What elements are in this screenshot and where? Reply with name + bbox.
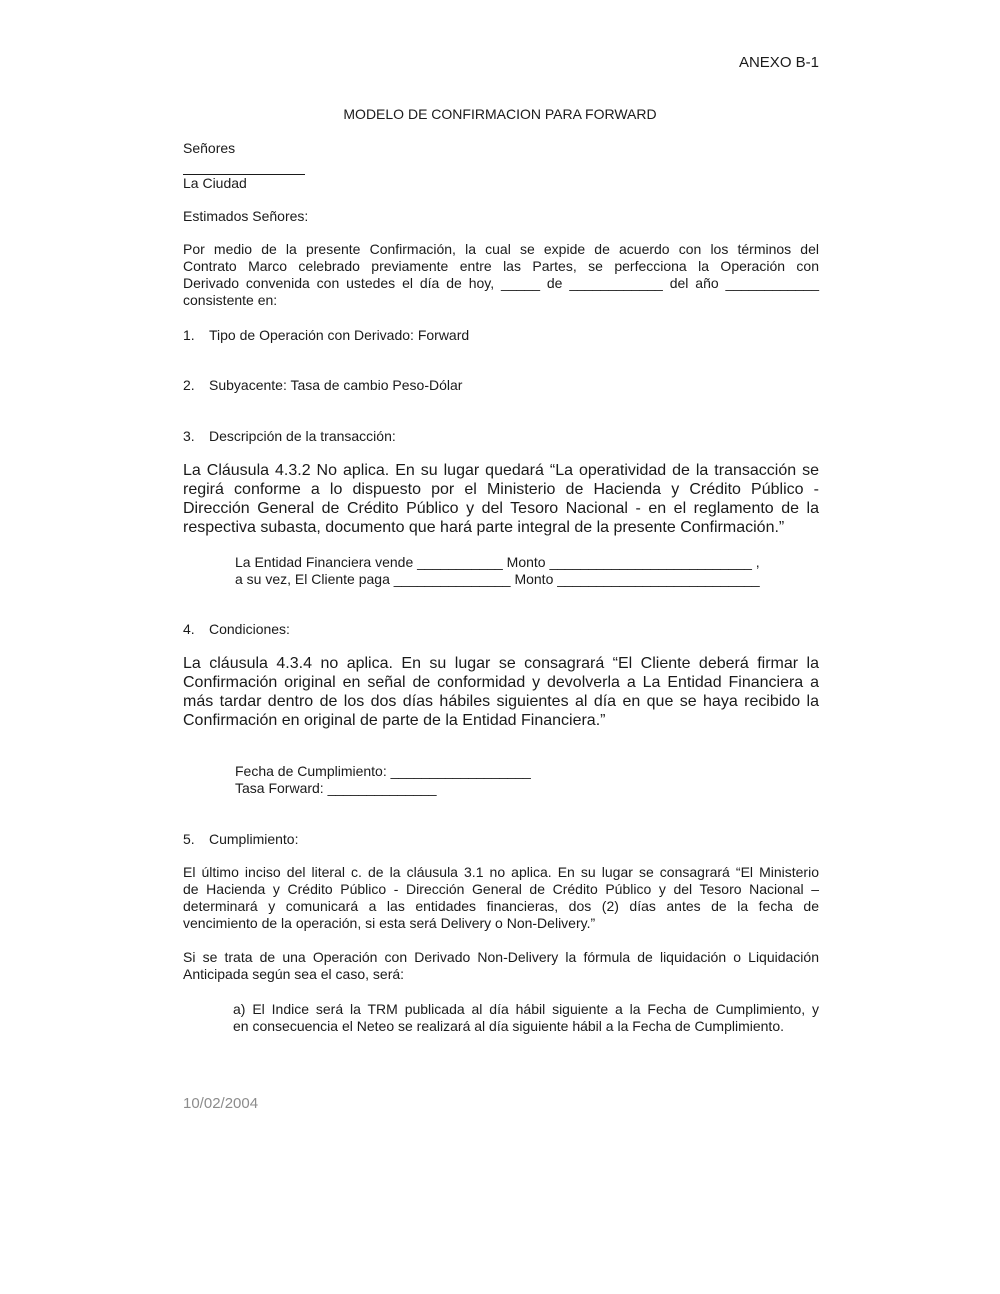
clause-line: regirá conforme a lo dispuesto por el Ministerio de Hacienda y Crédito Público -	[183, 481, 819, 498]
clause-434-paragraph	[183, 654, 819, 730]
list-item	[183, 428, 396, 445]
item-number: 3.	[183, 428, 195, 444]
clause-line: Dirección General de Crédito Público y del Tesoro Nacional - en el reglamento de la	[183, 500, 819, 517]
paragraph-line: Si se trata de una Operación con Derivado Non-Delivery la fórmula de liquidación o Liquidación	[183, 949, 819, 965]
item-text: Tipo de Operación con Derivado: Forward	[209, 327, 470, 343]
index-rule-paragraph	[233, 1001, 819, 1035]
list-item	[183, 831, 298, 848]
addressee-line: Señores	[183, 140, 236, 156]
settlement-date-field: Fecha de Cumplimiento: __________________	[235, 763, 531, 779]
clause-line: de Hacienda y Crédito Público - Dirección General de Crédito Público y del Tesoro Nacional –	[183, 881, 819, 897]
clause-line: vencimiento de la operación, si esta será Delivery o Non-Delivery.”	[183, 915, 596, 931]
non-delivery-paragraph	[183, 949, 819, 983]
addressee-city: La Ciudad	[183, 175, 247, 191]
item-number: 2.	[183, 377, 195, 393]
clause-432-paragraph	[183, 461, 819, 537]
clause-line: Confirmación original en señal de conformidad y devolverla a La Entidad Financiera a	[183, 674, 819, 691]
item-text: Cumplimiento:	[209, 831, 299, 847]
list-item	[183, 377, 462, 394]
intro-line: consistente en:	[183, 292, 278, 308]
clause-line: El último inciso del literal c. de la cláusula 3.1 no aplica. En su lugar se consagrará “El Ministerio	[183, 864, 819, 880]
item-number: 1.	[183, 327, 195, 343]
exchange-block	[235, 554, 760, 588]
paragraph-line: en consecuencia el Neteo se realizará al día siguiente hábil a la Fecha de Cumplimiento.	[233, 1018, 784, 1034]
list-item	[183, 327, 469, 344]
footer-date: 10/02/2004	[183, 1095, 259, 1112]
clause-31-paragraph	[183, 864, 819, 932]
item-number: 5.	[183, 831, 195, 847]
item-number: 4.	[183, 621, 195, 637]
greeting: Estimados Señores:	[183, 208, 309, 224]
item-text: Subyacente: Tasa de cambio Peso-Dólar	[209, 377, 463, 393]
forward-rate-field: Tasa Forward: ______________	[235, 780, 437, 796]
clause-line: respectiva subasta, documento que hará parte integral de la presente Confirmación.”	[183, 519, 785, 536]
clause-line: La cláusula 4.3.4 no aplica. En su lugar se consagrará “El Cliente deberá firmar la	[183, 655, 819, 672]
paragraph-line: a) El Indice será la TRM publicada al día hábil siguiente a la Fecha de Cumplimiento, y	[233, 1001, 819, 1017]
list-item	[183, 621, 290, 638]
intro-line: Contrato Marco celebrado previamente entre las Partes, se perfecciona la Operación con	[183, 258, 819, 274]
paragraph-line: Anticipada según sea el caso, será:	[183, 966, 405, 982]
document-title: MODELO DE CONFIRMACION PARA FORWARD	[343, 106, 657, 122]
clause-line: La Cláusula 4.3.2 No aplica. En su lugar quedará “La operatividad de la transacción se	[183, 462, 819, 479]
clause-line: más tardar dentro de los dos días hábiles siguientes al día en que se haya recibido la	[183, 693, 819, 710]
intro-line: Derivado convenida con ustedes el día de hoy, _____ de ____________ del año ____________	[183, 275, 819, 291]
intro-line: Por medio de la presente Confirmación, la cual se expide de acuerdo con los términos del	[183, 241, 819, 257]
exchange-line-sell: La Entidad Financiera vende ___________ Monto __________________________ ,	[235, 554, 760, 570]
exchange-line-pay: a su vez, El Cliente paga _______________ Monto __________________________	[235, 571, 760, 587]
item-text: Condiciones:	[209, 621, 290, 637]
terms-block	[235, 763, 531, 797]
intro-paragraph	[183, 241, 819, 309]
item-text: Descripción de la transacción:	[209, 428, 396, 444]
clause-line: Confirmación en original de parte de la Entidad Financiera.”	[183, 712, 606, 729]
annex-label: ANEXO B-1	[738, 54, 819, 71]
clause-line: determinará y comunicará a las entidades financieras, dos (2) días antes de la fecha de	[183, 898, 819, 914]
